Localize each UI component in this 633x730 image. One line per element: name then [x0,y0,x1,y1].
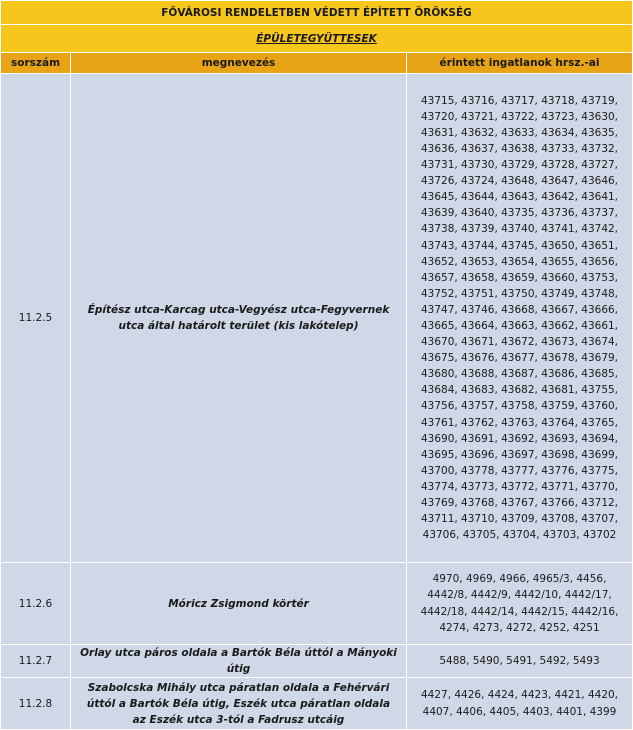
row-number: 11.2.8 [1,678,71,730]
title-row [1,1,633,25]
row-name: Orlay utca páros oldala a Bartók Béla úttól a Mányoki útig [71,645,407,678]
row-name: Építész utca-Karcag utca-Vegyész utca-Fegyvernek utca által határolt terület (kis lakótelep) [71,74,407,563]
row-number: 11.2.5 [1,74,71,563]
column-header-number: sorszám [1,53,71,74]
subtitle-row [1,25,633,53]
row-parcels: 5488, 5490, 5491, 5492, 5493 [407,645,633,678]
column-header-parcels: érintett ingatlanok hrsz.-ai [407,53,633,74]
row-number: 11.2.7 [1,645,71,678]
row-parcels: 4427, 4426, 4424, 4423, 4421, 4420, 4407, 4406, 4405, 4403, 4401, 4399 [407,678,633,730]
column-header-row [1,53,633,74]
table-row [1,563,633,645]
row-name: Szabolcska Mihály utca páratlan oldala a Fehérvári úttól a Bartók Béla útig, Eszék utca páratlan oldala az Eszék utca 3-tól a Fadrusz utcáig [71,678,407,730]
table-row [1,645,633,678]
column-header-name: megnevezés [71,53,407,74]
table-row [1,678,633,730]
table-row [1,74,633,563]
section-subtitle: ÉPÜLETEGYÜTTESEK [1,25,633,53]
row-number: 11.2.6 [1,563,71,645]
row-parcels: 4970, 4969, 4966, 4965/3, 4456, 4442/8, 4442/9, 4442/10, 4442/17, 4442/18, 4442/14, 4442/15, 4442/16, 4274, 4273, 4272, 4252, 4251 [407,563,633,645]
document-title: FŐVÁROSI RENDELETBEN VÉDETT ÉPÍTETT ÖRÖKSÉG [1,1,633,25]
row-name: Móricz Zsigmond körtér [71,563,407,645]
row-parcels: 43715, 43716, 43717, 43718, 43719, 43720, 43721, 43722, 43723, 43630, 43631, 43632, 43633, 43634, 43635, 43636, 43637, 43638, 43733, 43732, 43731, 43730, 43729, 43728, 43727, 43726, 43724, 43648, 43647, 43646, 43645, 43644, 43643, 43642, 43641, 43639, 43640, 43735, 43736, 43737, 43738, 43739, 43740, 43741, 43742, 43743, 43744, 43745, 43650, 43651, 43652, 43653, 43654, 43655, 43656, 43657, 43658, 43659, 43660, 43753, 43752, 43751, 43750, 43749, 43748, 43747, 43746, 43668, 43667, 43666, 43665, 43664, 43663, 43662, 43661, 43670, 43671, 43672, 43673, 43674, 43675, 43676, 43677, 43678, 43679, 43680, 43688, 43687, 43686, 43685, 43684, 43683, 43682, 43681, 43755, 43756, 43757, 43758, 43759, 43760, 43761, 43762, 43763, 43764, 43765, 43690, 43691, 43692, 43693, 43694, 43695, 43696, 43697, 43698, 43699, 43700, 43778, 43777, 43776, 43775, 43774, 43773, 43772, 43771, 43770, 43769, 43768, 43767, 43766, 43712, 43711, 43710, 43709, 43708, 43707, 43706, 43705, 43704, 43703, 43702 [407,74,633,563]
